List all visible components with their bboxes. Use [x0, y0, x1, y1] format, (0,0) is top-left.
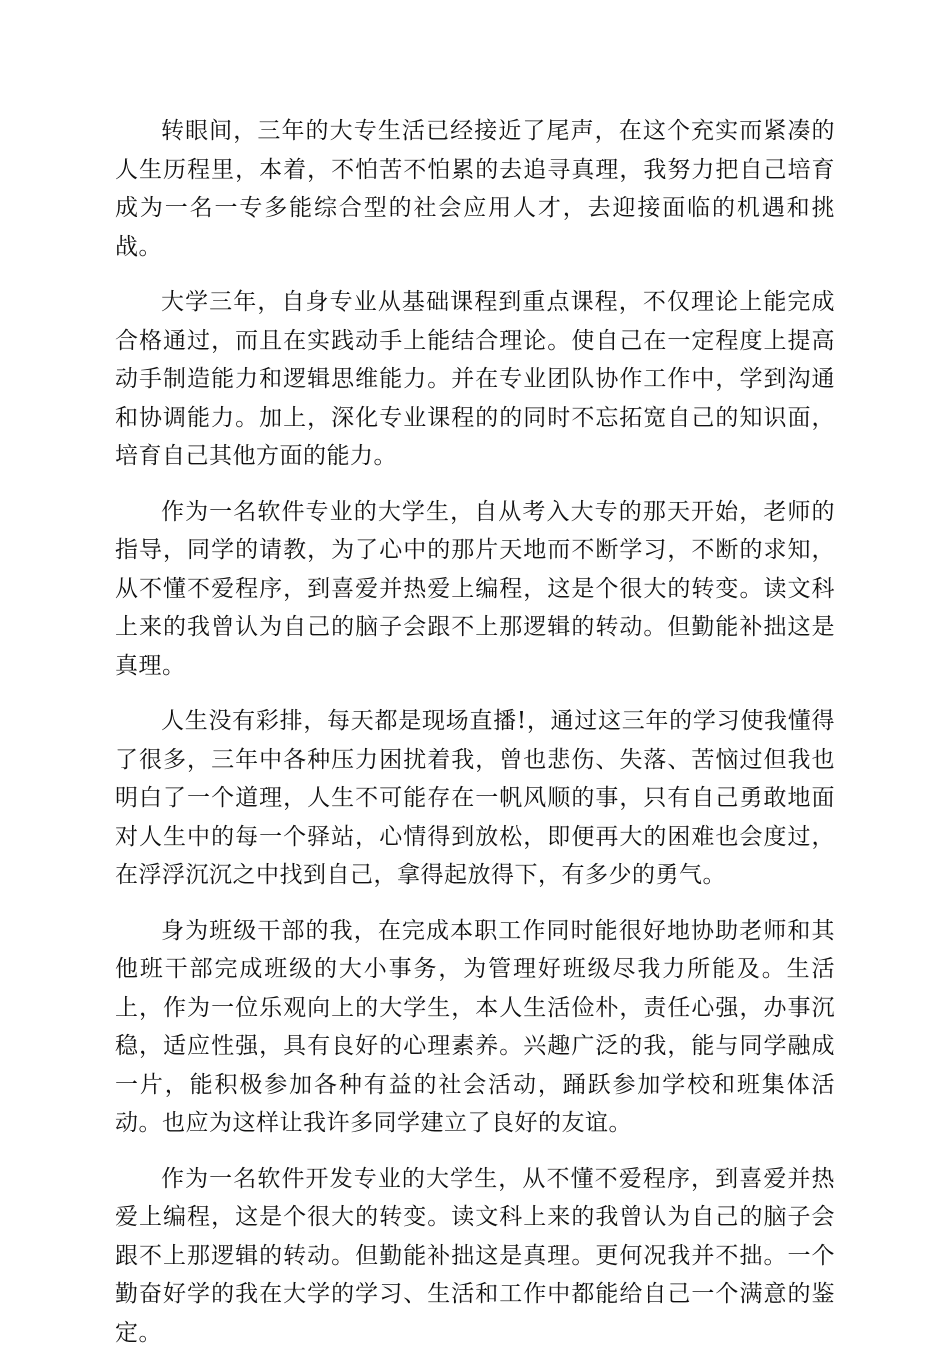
paragraph-2: 大学三年，自身专业从基础课程到重点课程，不仅理论上能完成合格通过，而且在实践动手上能结合理论。使自己在一定程度上提高动手制造能力和逻辑思维能力。并在专业团队协作工作中，学到沟通和协调能力。加上，深化专业课程的的同时不忘拓宽自己的知识面，培育自己其他方面的能力。	[115, 289, 835, 469]
paragraph-5: 身为班级干部的我，在完成本职工作同时能很好地协助老师和其他班干部完成班级的大小事务，为管理好班级尽我力所能及。生活上，作为一位乐观向上的大学生，本人生活俭朴，责任心强，办事沉稳，适应性强，具有良好的心理素养。兴趣广泛的我，能与同学融成一片，能积极参加各种有益的社会活动，踊跃参加学校和班集体活动。也应为这样让我许多同学建立了良好的友谊。	[115, 917, 835, 1136]
paragraph-1: 转眼间，三年的大专生活已经接近了尾声，在这个充实而紧凑的人生历程里，本着，不怕苦不怕累的去追寻真理，我努力把自己培育成为一名一专多能综合型的社会应用人才，去迎接面临的机遇和挑战。	[115, 118, 835, 260]
paragraph-6: 作为一名软件开发专业的大学生，从不懂不爱程序，到喜爱并热爱上编程，这是个很大的转变。读文科上来的我曾认为自己的脑子会跟不上那逻辑的转动。但勤能补拙这是真理。更何况我并不拙。一个勤奋好学的我在大学的学习、生活和工作中都能给自己一个满意的鉴定。	[115, 1165, 835, 1346]
paragraph-3: 作为一名软件专业的大学生，自从考入大专的那天开始，老师的指导，同学的请教，为了心中的那片天地而不断学习，不断的求知，从不懂不爱程序，到喜爱并热爱上编程，这是个很大的转变。读文科上来的我曾认为自己的脑子会跟不上那逻辑的转动。但勤能补拙这是真理。	[115, 498, 835, 679]
paragraph-4: 人生没有彩排，每天都是现场直播!，通过这三年的学习使我懂得了很多，三年中各种压力困扰着我，曾也悲伤、失落、苦恼过但我也明白了一个道理，人生不可能存在一帆风顺的事，只有自己勇敢地面对人生中的每一个驿站，心情得到放松，即便再大的困难也会度过，在浮浮沉沉之中找到自己，拿得起放得下，有多少的勇气。	[115, 708, 835, 888]
document-body	[115, 112, 835, 1369]
